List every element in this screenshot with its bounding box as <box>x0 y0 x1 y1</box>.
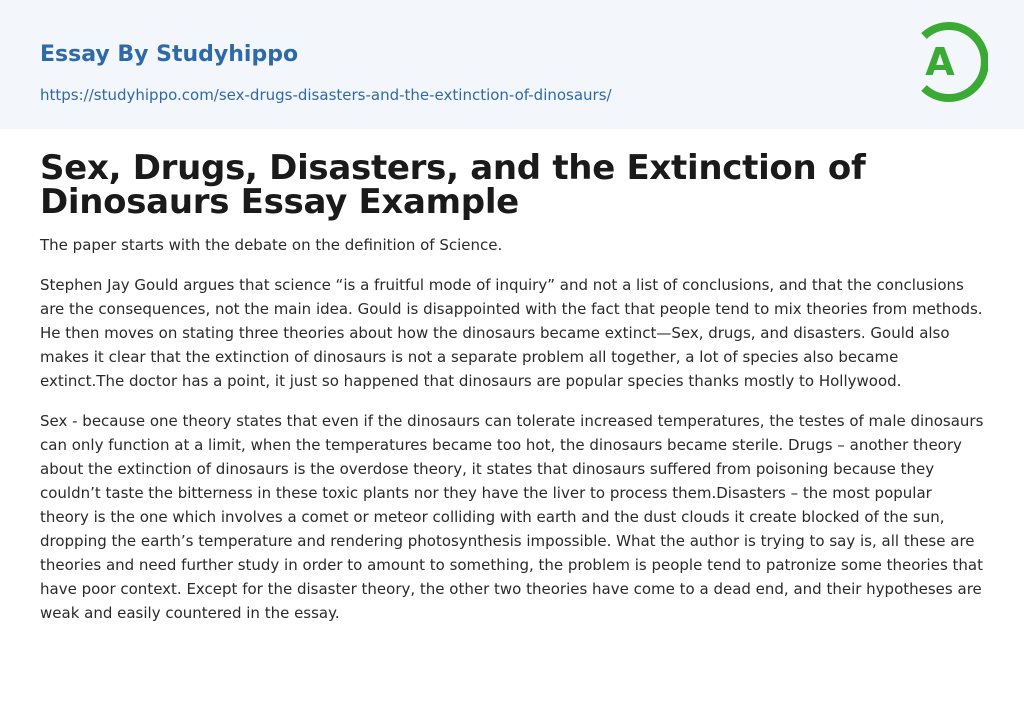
logo-letter: A <box>925 40 955 84</box>
page-url-link[interactable]: https://studyhippo.com/sex-drugs-disasters-and-the-extinction-of-dinosaurs/ <box>40 86 612 104</box>
body-paragraph-2: Sex - because one theory states that even if the dinosaurs can tolerate increased temperatures, the testes of male dinosaurs can only function at a limit, when the temperatures became too hot, the dinosaurs became sterile. Drugs – another theory about the extinction of dinosaurs is the overdose theory, it states that dinosaurs suffered from poisoning because they couldn’t taste the bitterness in these toxic plants nor they have the liver to process them.Disasters – the most popular theory is the one which involves a comet or meteor colliding with earth and the dust clouds it create blocked of the sun, dropping the earth’s temperature and rendering photosynthesis impossible. What the author is trying to say is, all these are theories and need further study in order to amount to something, the problem is people tend to patronize some theories that have poor context. Except for the disaster theory, the other two theories have come to a dead end, and their hypotheses are weak and easily countered in the essay. <box>40 412 984 622</box>
intro-paragraph: The paper starts with the debate on the definition of Science. <box>40 236 503 254</box>
studyhippo-logo-icon[interactable] <box>910 17 988 107</box>
page-title: Sex, Drugs, Disasters, and the Extinction of Dinosaurs Essay Example <box>40 148 866 222</box>
article-content <box>0 148 1024 625</box>
site-header <box>0 0 1024 129</box>
body-paragraph-1: Stephen Jay Gould argues that science “is a fruitful mode of inquiry” and not a list of conclusions, and that the conclusions are the consequences, not the main idea. Gould is disappointed with the fact that people tend to mix theories from methods. He then moves on stating three theories about how the dinosaurs became extinct—Sex, drugs, and disasters. Gould also makes it clear that the extinction of dinosaurs is not a separate problem all together, a lot of species also became extinct.The doctor has a point, it just so happened that dinosaurs are popular species thanks mostly to Hollywood. <box>40 276 983 390</box>
site-title[interactable]: Essay By Studyhippo <box>40 42 299 67</box>
